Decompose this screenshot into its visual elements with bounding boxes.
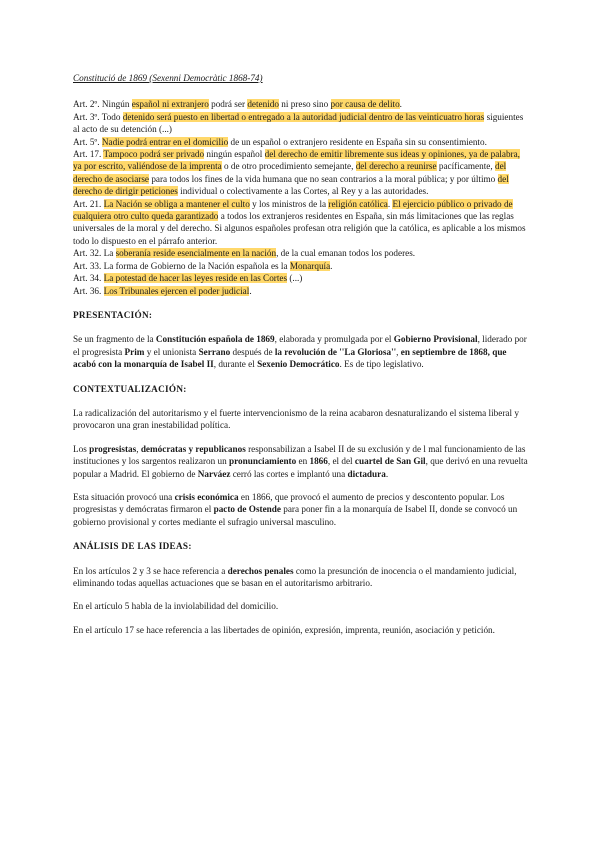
- section-title-suffix: :: [183, 383, 187, 394]
- text-run: cerró las cortes e implantó una: [230, 468, 348, 479]
- text-run: de un español o extranjero residente en España sin su consentimiento.: [228, 136, 487, 147]
- text-run: , de la cual emanan todos los poderes.: [276, 248, 416, 259]
- text-run: ni preso sino: [278, 99, 331, 110]
- text-run: en: [296, 456, 310, 467]
- section-heading-analisis: [73, 540, 528, 552]
- highlighted-text: La potestad de hacer las leyes reside en las Cortes: [103, 273, 288, 284]
- text-run: después de: [230, 346, 275, 357]
- highlighted-text: La Nación se obliga a mantener el culto: [103, 198, 250, 209]
- article-34: [73, 272, 528, 284]
- text-run: , elaborada y promulgada por el: [274, 334, 394, 345]
- analisis-paragraph-3: [73, 624, 528, 636]
- text-run: como la presunción de inocencia o el mandamiento judicial, eliminando todas aquellas actuaciones que se basan en el autoritarismo arbitrario.: [73, 565, 517, 588]
- document-body: [73, 72, 528, 647]
- highlighted-text: del derecho de asociarse: [73, 161, 507, 184]
- contextualizacion-paragraph-3: [73, 491, 528, 528]
- article-3: [73, 111, 528, 136]
- analisis-paragraph-1: [73, 565, 528, 590]
- section-title: ANÁLISIS DE LAS IDEAS: [73, 541, 189, 552]
- highlighted-text: por causa de delito: [330, 99, 400, 110]
- bold-text: pacto de Ostende: [213, 504, 281, 515]
- text-run: Art. 34.: [73, 273, 104, 284]
- section-title: CONTEXTUALIZACIÓN: [73, 383, 184, 394]
- text-run: , liderado por el progresista: [73, 334, 527, 357]
- article-17: [73, 148, 528, 198]
- highlighted-text: del derecho a reunirse: [355, 161, 437, 172]
- bold-text: progresistas: [89, 443, 137, 454]
- text-run: .: [399, 99, 402, 110]
- section-heading-contextualizacion: [73, 383, 528, 395]
- text-run: ,: [396, 346, 401, 357]
- highlighted-text: Los Tribunales ejercen el poder judicial: [103, 285, 250, 296]
- analisis-paragraph-2: [73, 600, 528, 612]
- text-run: Art. 21.: [73, 198, 104, 209]
- article-33: [73, 260, 528, 272]
- text-run: ningún español: [204, 149, 265, 160]
- section-title: PRESENTACIÓN: [73, 309, 149, 320]
- highlighted-text: El ejercicio público o privado de cualquiera otro culto queda garantizado: [73, 198, 513, 222]
- article-32: [73, 247, 528, 259]
- text-run: para todos los fines de la vida humana que no sean contrarios a la moral pública; y por último: [149, 173, 498, 184]
- text-run: , que derivó en una revuelta popular a Madrid. El gobierno de: [73, 456, 528, 479]
- highlighted-text: del derecho de dirigir peticiones: [73, 173, 509, 197]
- text-run: o de otro procedimiento semejante,: [221, 161, 356, 172]
- text-run: Art. 17.: [73, 149, 104, 160]
- bold-text: Sexenio Democrático: [257, 359, 340, 370]
- bold-text: demócratas y republicanos: [140, 443, 246, 454]
- section-heading-presentacion: [73, 309, 528, 321]
- bold-text: Serrano: [198, 346, 231, 357]
- text-run: Art. 2º. Ningún: [73, 99, 132, 110]
- text-run: Art. 33. La forma de Gobierno de la Nación española es la: [73, 260, 290, 271]
- presentacion-paragraph: [73, 333, 528, 370]
- bold-text: Gobierno Provisional: [393, 334, 478, 345]
- text-run: y los ministros de la: [249, 198, 329, 209]
- text-run: Art. 36.: [73, 285, 104, 296]
- bold-text: 1866: [309, 456, 328, 467]
- text-run: podrá ser: [208, 99, 248, 110]
- text-run: Art. 3º. Todo: [73, 111, 123, 122]
- article-21: [73, 198, 528, 248]
- text-run: En el artículo 17 se hace referencia a las libertades de opinión, expresión, imprenta, reunión, asociación y petición.: [73, 624, 495, 635]
- text-run: Los: [73, 443, 90, 454]
- text-run: En los artículos 2 y 3 se hace referencia a: [73, 565, 228, 576]
- text-run: responsabilizan a Isabel II de su exclusión y de l mal funcionamiento de las instituciones y los sargentos realizaron un: [73, 443, 526, 467]
- highlighted-text: Monarquía: [289, 260, 331, 271]
- text-run: .: [330, 260, 333, 271]
- text-run: pacíficamente,: [436, 161, 495, 172]
- bold-text: Constitución española de 1869: [155, 334, 275, 345]
- text-run: ,: [136, 443, 141, 454]
- text-run: . Es de tipo legislativo.: [339, 359, 424, 370]
- bold-text: Narváez: [197, 468, 231, 479]
- text-run: Art. 32. La: [73, 248, 116, 259]
- highlighted-text: Nadie podrá entrar en el domicilio: [101, 136, 229, 147]
- highlighted-text: del derecho de emitir libremente sus ideas y opiniones, ya de palabra, ya por escrito, valiéndose de la imprenta: [73, 149, 520, 172]
- text-run: y el unionista: [144, 346, 199, 357]
- article-36: [73, 285, 528, 297]
- document-header: Constitució de 1869 (Sexenni Democràtic 1868-74): [73, 73, 263, 83]
- highlighted-text: religión católica: [328, 198, 388, 209]
- bold-text: en septiembre de 1868, que acabó con la monarquía de Isabel II: [73, 346, 507, 370]
- text-run: Art. 5º.: [73, 136, 102, 147]
- section-title-suffix: :: [148, 309, 153, 320]
- section-title-suffix: :: [188, 541, 192, 552]
- text-run: siguientes al acto de su detención (...): [73, 111, 524, 135]
- text-run: .: [385, 468, 389, 479]
- text-run: .: [249, 285, 252, 296]
- text-run: En el artículo 5 habla de la inviolabilidad del domicilio.: [73, 601, 279, 612]
- bold-text: pronunciamiento: [229, 456, 297, 467]
- bold-text: derechos penales: [227, 565, 294, 576]
- article-5: [73, 136, 528, 148]
- highlighted-text: detenido será puesto en libertad o entregado a la autoridad judicial dentro de las veinticuatro horas: [122, 111, 485, 122]
- bold-text: dictadura: [347, 468, 386, 479]
- bold-text: crisis económica: [174, 491, 239, 502]
- text-run: Esta situación provocó una: [73, 491, 175, 502]
- text-run: en 1866, que provocó el aumento de precios y descontento popular. Los progresistas y demócratas firmaron el: [73, 491, 505, 515]
- highlighted-text: soberanía reside esencialmente en la nación: [115, 248, 277, 259]
- text-run: individual o colectivamente a las Cortes, al Rey y a las autoridades.: [177, 186, 429, 197]
- text-run: La radicalización del autoritarismo y el fuerte intervencionismo de la reina acabaron desnaturalizando el sistema liberal y provocaron una gran inestabilidad política.: [73, 407, 519, 431]
- contextualizacion-paragraph-2: [73, 443, 528, 480]
- text-run: , el del: [327, 456, 355, 467]
- highlighted-text: Tampoco podrá ser privado: [103, 149, 205, 160]
- bold-text: la revolución de ''La Gloriosa'': [274, 346, 397, 357]
- bold-text: Prim: [124, 346, 145, 357]
- text-run: , durante el: [213, 359, 258, 370]
- text-run: Se un fragmento de la: [73, 334, 156, 345]
- text-run: para poner fin a la monarquía de Isabel II, donde se convocó un gobierno provisional y cortes mediante el sufragio universal masculino.: [73, 504, 518, 527]
- text-run: a todos los extranjeros residentes en España, sin más limitaciones que las reglas universales de la moral y del derecho. Si algunos españoles profesan otra religión que la católica, es aplicable a los mismos todo lo dispuesto en el párrafo anterior.: [73, 211, 526, 246]
- contextualizacion-paragraph-1: [73, 407, 528, 432]
- highlighted-text: detenido: [247, 99, 279, 110]
- text-run: (...): [287, 273, 303, 284]
- text-run: .: [387, 198, 393, 209]
- highlighted-text: español ni extranjero: [131, 99, 209, 110]
- bold-text: cuartel de San Gil: [354, 456, 426, 467]
- article-2: [73, 98, 528, 110]
